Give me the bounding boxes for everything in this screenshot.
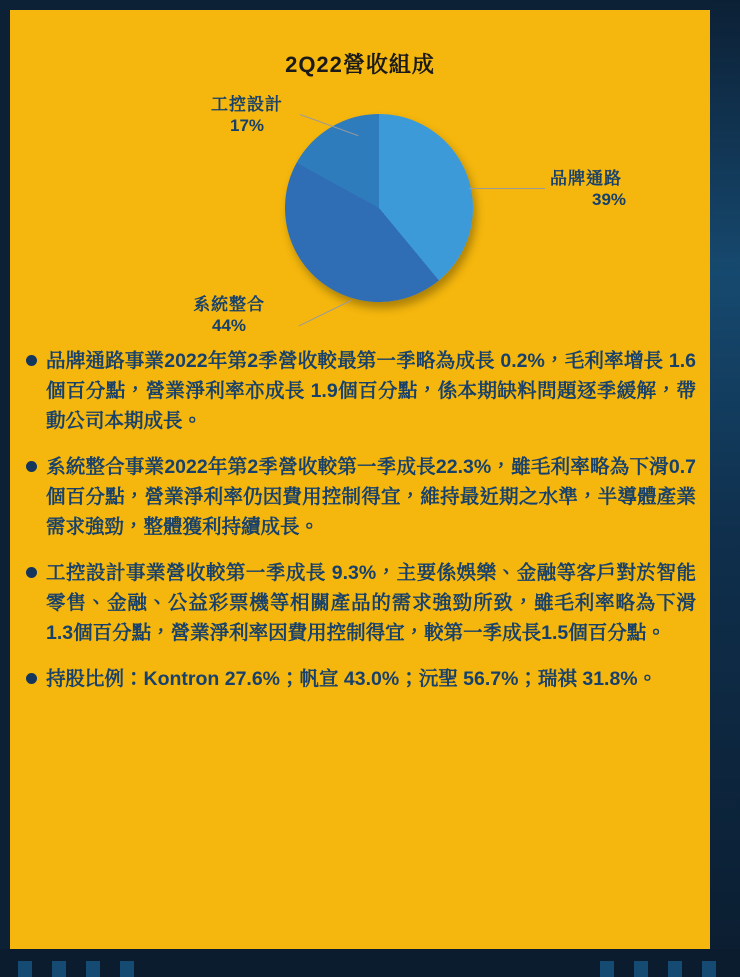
pie-label-system-integration (170, 294, 288, 337)
pie-label-brand-channel-name: 品牌通路 (550, 169, 622, 188)
bullet-dot-icon (26, 461, 37, 472)
pie-slices (285, 114, 473, 302)
revenue-composition-chart (10, 10, 710, 350)
chart-title: 2Q22營收組成 (285, 52, 435, 77)
bullet-dot-icon (26, 567, 37, 578)
pie-label-industrial-design (188, 94, 306, 137)
bullet-list (10, 346, 710, 710)
right-frame-decoration (710, 0, 740, 977)
leader-line-brand (469, 188, 545, 189)
pie-label-system-integration-name: 系統整合 (193, 295, 265, 314)
list-item (10, 346, 710, 436)
pie-label-industrial-design-value: 17% (229, 116, 265, 136)
slide-content (10, 10, 710, 949)
bullet-text: 持股比例：Kontron 27.6%；帆宣 43.0%；沅聖 56.7%；瑞祺 31.8%。 (46, 668, 658, 691)
pie-label-brand-channel-value: 39% (591, 190, 627, 210)
bullet-dot-icon (26, 673, 37, 684)
bullet-text: 工控設計事業營收較第一季成長 9.3%，主要係娛樂、金融等客戶對於智能零售、金融、公益彩票機等相關產品的需求強勁所致，雖毛利率略為下滑1.3個百分點，營業淨利率因費用控制得宜，較第一季成長1.5個百分點。 (46, 562, 696, 645)
bullet-text: 品牌通路事業2022年第2季營收較最第一季略為成長 0.2%，毛利率增長 1.6個百分點，營業淨利率亦成長 1.9個百分點，係本期缺料問題逐季緩解，帶動公司本期成長。 (46, 350, 696, 433)
list-item (10, 664, 710, 694)
list-item (10, 452, 710, 542)
leader-line-system (299, 300, 352, 326)
pie-label-industrial-design-name: 工控設計 (211, 95, 283, 114)
bottom-frame-decoration (0, 949, 740, 977)
pie-label-system-integration-value: 44% (211, 316, 247, 336)
pie-label-brand-channel (550, 168, 668, 211)
bullet-dot-icon (26, 355, 37, 366)
list-item (10, 558, 710, 648)
pie-chart (285, 114, 473, 302)
bullet-text: 系統整合事業2022年第2季營收較第一季成長22.3%，雖毛利率略為下滑0.7個百分點，營業淨利率仍因費用控制得宜，維持最近期之水準，半導體產業需求強勁，整體獲利持續成長。 (46, 456, 696, 539)
